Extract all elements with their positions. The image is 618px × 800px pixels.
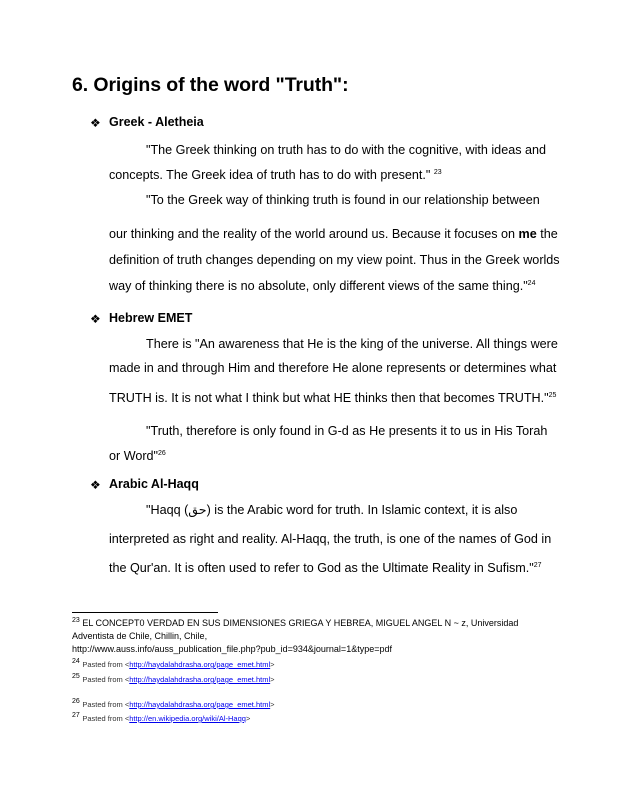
- line-text: way of thinking there is no absolute, only different views of the same thing.": [109, 279, 528, 293]
- footnote-ref: 26: [158, 449, 166, 457]
- footnote-suffix: >: [270, 660, 275, 669]
- paragraph-line: "To the Greek way of thinking truth is found in our relationship between: [146, 193, 540, 207]
- footnote-prefix: Pasted from <: [82, 675, 130, 684]
- footnote-number: 24: [72, 658, 80, 665]
- footnote-link[interactable]: http://haydalahdrasha.org/page_emet.html: [129, 675, 271, 684]
- footnote-24: [72, 659, 275, 670]
- paragraph-line: [109, 449, 166, 464]
- section-title-greek: Greek - Aletheia: [109, 115, 204, 129]
- footnote-number: 25: [72, 673, 80, 680]
- paragraph-line: [109, 561, 542, 576]
- footnote-23: [72, 618, 518, 629]
- footnote-number: 27: [72, 712, 80, 719]
- footnote-ref: 24: [527, 279, 536, 287]
- footnote-prefix: Pasted from <: [82, 714, 130, 723]
- footnote-link[interactable]: http://haydalahdrasha.org/page_emet.html: [129, 660, 271, 669]
- paragraph-line: There is "An awareness that He is the king of the universe. All things were: [146, 337, 558, 351]
- footnote-suffix: >: [270, 700, 275, 709]
- line-text: or Word": [109, 449, 159, 463]
- paragraph-line: made in and through Him and therefore He alone represents or determines what: [109, 361, 557, 375]
- paragraph-line: "Haqq (حق) is the Arabic word for truth. In Islamic context, it is also: [146, 503, 518, 517]
- line-text: the Qur'an. It is often used to refer to God as the Ultimate Reality in Sufism.": [109, 561, 534, 575]
- footnote-number: 26: [72, 698, 80, 705]
- line-text: our thinking and the reality of the world around us. Because it focuses on: [109, 227, 516, 241]
- footnote-prefix: Pasted from <: [82, 660, 130, 669]
- emphasis-text: me: [518, 227, 537, 241]
- footnote-suffix: >: [245, 714, 251, 723]
- footnote-link[interactable]: http://en.wikipedia.org/wiki/Al-Haqq: [129, 714, 246, 723]
- footnote-link[interactable]: http://haydalahdrasha.org/page_emet.html: [129, 700, 271, 709]
- diamond-bullet-icon: ❖: [90, 312, 101, 326]
- footnote-suffix: >: [270, 675, 275, 684]
- footnote-26: [72, 699, 275, 710]
- paragraph-line: [109, 168, 442, 183]
- diamond-bullet-icon: ❖: [90, 116, 101, 130]
- section-title-hebrew: Hebrew EMET: [109, 311, 193, 325]
- footnote-25: [72, 674, 275, 685]
- diamond-bullet-icon: ❖: [90, 478, 101, 492]
- footnote-23-line-2: Adventista de Chile, Chillin, Chile,: [72, 631, 208, 641]
- footnote-ref: 27: [533, 561, 542, 569]
- section-title-arabic: Arabic Al-Haqq: [109, 477, 199, 491]
- footnote-23-line-3: http://www.auss.info/auss_publication_file.php?pub_id=934&journal=1&type=pdf: [72, 644, 392, 654]
- paragraph-line: [109, 227, 558, 242]
- footnote-ref: 23: [433, 168, 442, 176]
- line-text: TRUTH is. It is not what I think but what HE thinks then that becomes TRUTH.": [109, 391, 549, 405]
- footnote-text: EL CONCEPT0 VERDAD EN SUS DIMENSIONES GRIEGA Y HEBREA, MIGUEL ANGEL N ~ z, Universidad: [82, 618, 519, 628]
- paragraph-line: interpreted as right and reality. Al-Haqq, the truth, is one of the names of God in: [109, 532, 552, 546]
- footnote-separator: [72, 612, 218, 613]
- paragraph-line: [109, 391, 556, 406]
- page-title: 6. Origins of the word "Truth":: [72, 74, 349, 96]
- footnote-27: [72, 713, 250, 724]
- paragraph-line: "The Greek thinking on truth has to do with the cognitive, with ideas and: [146, 143, 547, 157]
- paragraph-line: definition of truth changes depending on my view point. Thus in the Greek worlds: [109, 253, 560, 267]
- footnote-number: 23: [72, 617, 80, 624]
- footnote-prefix: Pasted from <: [82, 700, 130, 709]
- footnote-ref: 25: [548, 391, 557, 399]
- paragraph-line: [109, 279, 535, 294]
- line-text: the: [540, 227, 558, 241]
- line-text: concepts. The Greek idea of truth has to do with present.": [109, 168, 431, 182]
- paragraph-line: "Truth, therefore is only found in G-d as He presents it to us in His Torah: [146, 424, 548, 438]
